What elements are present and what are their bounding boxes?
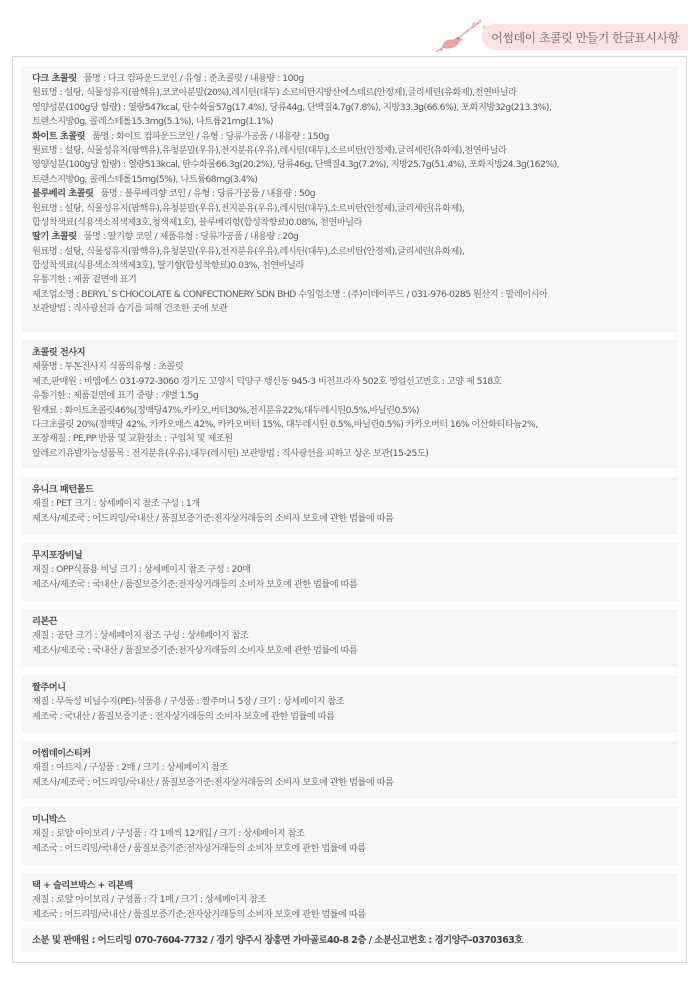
info-text: 알레르기유발가능성품목 : 전지분유(우유),대두(레시틴) 보관방법 : 직사광선을 피하고 상온 보관(15-25도) [32,447,429,459]
info-line [32,230,678,244]
info-text: 영양성분(100g당 함량) : 열량513kcal, 탄수화물66.3g(20.2%), 당류46g, 단백질4.3g(7.2%), 지방25.7g(51.4%), 포화지방24.3g(162%), [32,159,560,171]
info-line [32,629,678,643]
info-text: 재질 : 로얄 아이보리 / 구성품 : 각 1매 / 크기 : 상세페이지 참조 [32,894,267,906]
product-title: 블루베리 초콜릿 [32,188,94,200]
info-line [32,578,678,592]
info-text: 제조사/제조국 : 국내산 / 품질보증기준:전자상거래등의 소비자 보호에 관한 법률에 따름 [32,578,358,590]
info-line [32,432,678,446]
info-text: 유통기한 : 제품겉면에 표기 중량 : 개별 1.5g [32,390,199,402]
info-line [32,842,678,856]
info-line [32,187,678,201]
info-text: 원료명 : 설탕, 식물성유지(팜핵유),유청분말(우유),전지분유(우유),레시틴(대두),소르비탄(안정제),글리세린(유화제), [32,202,465,214]
info-line [32,549,678,563]
piping-bag-info [21,675,678,733]
info-line [32,144,678,158]
info-line [32,644,678,658]
info-line [32,761,678,775]
info-text: 제조사/제조국 : 국내산 / 품질보증기준:전자상거래등의 소비자 보호에 관한 법률에 따름 [32,644,358,656]
tag-sleeve-box-info [21,873,678,921]
info-text: 품명 : 블루베리향 코인 / 유형 : 당류가공품 / 내용량 : 50g [100,188,316,200]
info-text: 품명 : 다크 컴파운드코인 / 유형 : 준초콜릿 / 내용량 : 100g [83,73,304,84]
pattern-mold-info [21,477,678,535]
info-line [32,375,678,389]
seller-info: 소분 및 판매원 : 어드리밍 070-7604-7732 / 경기 양주시 장흥면 가마골로40-8 2층 / 소분신고번호 : 경기양주-0370363호 [21,928,678,952]
info-text: 원료명 : 설탕, 식물성유지(팜핵유),유청분말(우유),전지분유(우유),레시틴(대두),소르비탄(안정제),글리세린(유화제),천연바닐라 [32,144,507,156]
info-line [32,259,678,273]
info-line [32,173,678,187]
info-line [32,360,678,374]
info-line [32,447,678,461]
product-title: 다크 초콜릿 [32,73,77,84]
info-text: 재질 : PET 크기 : 상세페이지 참조 구성 : 1개 [32,498,200,510]
info-text: 제조국 : 어드리밍/국내산 / 품질보증기준:전자상거래등의 소비자 보호에 관한 법률에 따름 [32,842,366,854]
info-text: 합성착색료(식용색소적색제3호), 딸기향(합성착향료)0.03%, 천연바닐라 [32,260,304,272]
info-line [32,827,678,841]
info-line [32,776,678,790]
info-text: 제조,판매원 : 비엠에스 031-972-3060 경기도 고양시 덕양구 행신동 945-3 비전프라자 502호 영업신고번호 : 고양 제 518호 [32,375,502,387]
header-title: 어썸데이 초콜릿 만들기 한글표시사항 [482,24,688,50]
product-title: 초콜릿 전사지 [32,347,85,358]
info-text: 다크초콜릿 20%(정백당 42%, 카카오매스 42%, 카카오버터 15%, 대두레시틴 0.5%,바닐린0.5%) 카카오버터 16% 이산화티타늄2%, [32,418,538,430]
plain-wrapping-vinyl-info [21,543,678,601]
ribbon-string-info [21,609,678,667]
mini-box-info [21,807,678,865]
info-line [32,288,678,302]
info-text: 제조업소명 : BERYL`S CHOCOLATE & CONFECTIONERY SDN BHD 수입업소명 : (주)이데아푸드 / 031-976-0285 원산지 : 말레이시아 [32,288,548,300]
info-text: 재질 : 공단 크기 : 상세페이지 참조 구성 : 상세페이지 참조 [32,630,249,642]
sticker-info [21,741,678,799]
product-title: 딸기 초콜릿 [32,231,77,243]
info-line [32,512,678,526]
info-text: 보관방법 : 직사광선과 습기를 피해 건조한 곳에 보관 [32,303,228,315]
info-line [32,273,678,287]
info-line [32,404,678,418]
info-line [32,418,678,432]
product-title: 화이트 초콜릿 [32,130,85,142]
info-line [32,86,678,100]
info-text: 재질 : 아트지 / 구성품 : 2매 / 크기 : 상세페이지 참조 [32,762,228,774]
product-title: 미니박스 [32,814,66,825]
transfer-sheet-info [21,340,678,468]
product-title: 유니크 패턴몰드 [32,484,94,495]
info-line [32,710,678,724]
product-title: 어썸데이스티커 [32,748,91,759]
info-text: 제조사/제조국 : 어드리밍/국내산 / 품질보증기준:전자상거래등의 소비자 보호에 관한 법률에 따름 [32,512,394,524]
info-text: 재질 : 로얄 아이보리 / 구성품 : 각 1매씩 12개입 / 크기 : 상세페이지 참조 [32,828,305,840]
info-line [32,681,678,695]
info-text: 원료명 : 설탕, 식물성유지(팜핵유),유청분말(우유),전지분유(우유),레시틴(대두),소르비탄(안정제),글리세린(유화제), [32,245,465,257]
product-title: 택 + 슬리브박스 + 리본백 [32,880,133,891]
info-text: 원료명 : 설탕, 식물성유지(팜핵유),코코아분말(20%),레시틴(대두) 소르비탄지방산에스테르(안정제),글리세린(유화제),천연바닐라 [32,87,517,99]
info-line [32,216,678,230]
info-text: 합성착색료(식용색소적색제3호,청색제1호), 블루베리향(합성착향료)0.08%, 천연바닐라 [32,216,362,228]
info-line [32,893,678,907]
info-text: 포장재질 : PE,PP 반품 및 교환장소 : 구입처 및 제조원 [32,433,233,445]
info-line [32,245,678,259]
info-line [32,130,678,144]
info-text: 재질 : OPP식품용 비닐 크기 : 상세페이지 참조 구성 : 20매 [32,564,251,576]
info-line [32,115,678,129]
info-line [32,158,678,172]
info-text: 유통기한 : 제품 겉면에 표기 [32,274,137,286]
product-title: 무지포장비닐 [32,550,83,561]
info-text: 원재료 : 화이트초콜릿46%(정백당47%,카카오,버터30%,전지분유22%,대두레시틴0.5%,바닐린0.5%) [32,404,419,416]
info-line [32,747,678,761]
product-title: 짤주머니 [32,682,66,693]
info-line [32,483,678,497]
info-line [32,202,678,216]
chocolate-info [21,66,678,332]
info-text: 제조사/제조국 : 어드리밍/국내산 / 품질보증기준:전자상거래등의 소비자 보호에 관한 법률에 따름 [32,776,394,788]
info-line [32,563,678,577]
info-line [32,908,678,922]
info-line [32,72,678,86]
header [388,18,688,54]
info-text: 트랜스지방0g, 콜레스테롤15.3mg(5.1%), 나트륨21mg(1.1%) [32,116,273,128]
info-line [32,695,678,709]
info-line [32,497,678,511]
info-line [32,389,678,403]
info-text: 품명 : 화이트 컴파운드코인 / 유형 : 당류가공품 / 내용량 : 150g [91,130,329,142]
info-line [32,615,678,629]
info-text: 제조국 : 국내산 / 품질보증기준 : 전자상거래등의 소비자 보호에 관한 법률에 따름 [32,710,335,722]
info-text: 제조국 : 어드리밍/국내산 / 품질보증기준:전자상거래등의 소비자 보호에 관한 법률에 따름 [32,908,366,920]
info-text: 품명 : 딸기향 코인 / 제품유형 : 당류가공품 / 내용량 : 20g [83,231,299,243]
info-line [32,101,678,115]
info-text: 트랜스지방0g, 콜레스테롤15mg(5%), 나트륨68mg(3.4%) [32,173,258,185]
info-text: 재질 : 무독성 비닐수지(PE)-식품용 / 구성품 : 짤주머니 5장 / 크기 : 상세페이지 참조 [32,696,344,708]
info-text: 제품명 : 투톤전사지 식품의유형 : 초콜릿 [32,361,184,373]
product-title: 리본끈 [32,616,58,627]
info-line [32,879,678,893]
info-text: 영양성분(100g당 함량) : 열량547kcal, 탄수화물57g(17.4%), 당류44g, 단백질4.7g(7.8%), 지방33.3g(66.6%), 포화지방32g(213.3%), [32,101,552,113]
info-line [32,302,678,316]
info-line [32,813,678,827]
info-line [32,346,678,360]
